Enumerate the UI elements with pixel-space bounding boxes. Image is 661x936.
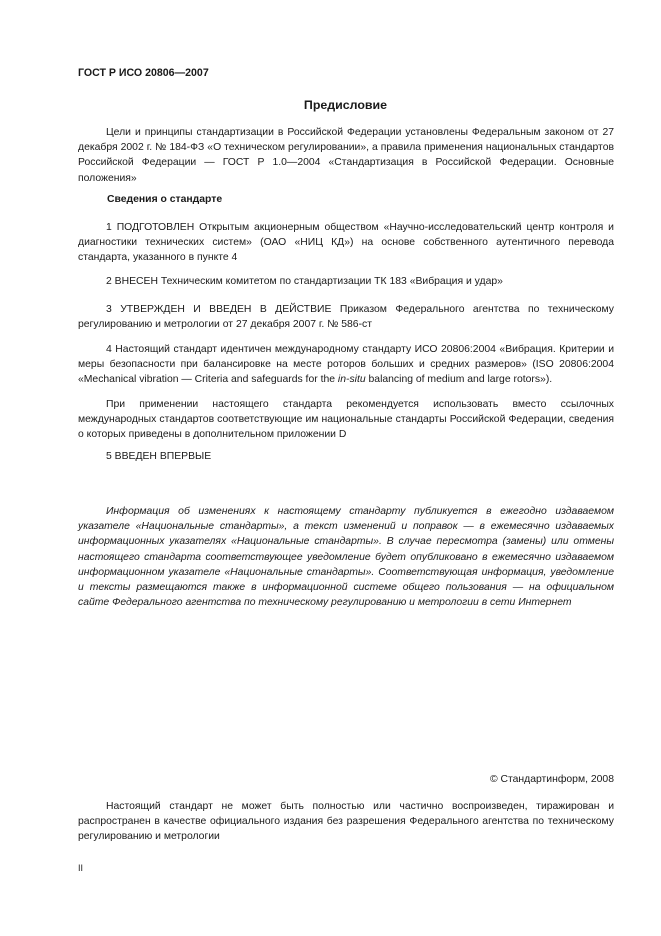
item-5-paragraph: 5 ВВЕДЕН ВПЕРВЫЕ xyxy=(106,451,212,462)
item-4-text-b: balancing of medium and large rotors»). xyxy=(365,374,553,386)
item-4-note-paragraph: При применении настоящего стандарта рекомендуется использовать вместо ссылочных международных стандартов соответствующие им национальные стандарты Российской Федерации, сведения о которых приведены в дополнительном приложении D xyxy=(78,399,614,441)
section-heading: Сведения о стандарте xyxy=(107,194,223,205)
item-4-text-a: 4 Настоящий стандарт идентичен международному стандарту ИСО 20806:2004 «Вибрация. Критерии и меры безопасности при балансировке на месте роторов больших и средних размеров» (ISO 20806:2004 «Mechanical vibration — Criteria and safeguards for the xyxy=(78,344,614,386)
page-number: II xyxy=(78,863,84,873)
info-notice-paragraph: Информация об изменениях к настоящему стандарту публикуется в ежегодно издаваемом указателе «Национальные стандарты», а текст изменений и поправок — в ежемесячно издаваемых информационных указателях «Национальные стандарты». В случае пересмотра (замены) или отмены настоящего стандарта соответствующее уведомление будет опубликовано в ежемесячно издаваемом информационном указателе «Национальные стандарты». Соответствующая информация, уведомление и тексты размещаются также в информационной системе общего пользования — на официальном сайте Федерального агентства по техническому регулированию и метрологии в сети Интернет xyxy=(78,506,614,609)
document-header: ГОСТ Р ИСО 20806—2007 xyxy=(78,67,209,79)
item-2-paragraph: 2 ВНЕСЕН Техническим комитетом по стандартизации ТК 183 «Вибрация и удар» xyxy=(106,276,503,287)
intro-paragraph: Цели и принципы стандартизации в Российской Федерации установлены Федеральным законом от 27 декабря 2002 г. № 184-ФЗ «О техническом регулировании», а правила применения национальных стандартов Российской Федерации — ГОСТ Р 1.0—2004 «Стандартизация в Российской Федерации. Основные положения» xyxy=(78,127,614,184)
copyright-line: © Стандартинформ, 2008 xyxy=(489,774,614,785)
item-1-paragraph: 1 ПОДГОТОВЛЕН Открытым акционерным обществом «Научно-исследовательский центр контроля и диагностики технических систем» (ОАО «НИЦ КД») на основе собственного аутентичного перевода стандарта, указанного в пункте 4 xyxy=(78,222,614,264)
item-3-paragraph: 3 УТВЕРЖДЕН И ВВЕДЕН В ДЕЙСТВИЕ Приказом Федерального агентства по техническому регулированию и метрологии от 27 декабря 2007 г. № 586-ст xyxy=(78,304,614,331)
page-title: Предисловие xyxy=(303,98,388,112)
item-4-paragraph xyxy=(78,342,614,388)
reproduction-notice-paragraph: Настоящий стандарт не может быть полностью или частично воспроизведен, тиражирован и распространен в качестве официального издания без разрешения Федерального агентства по техническому регулированию и метрологии xyxy=(78,801,614,843)
item-4-italic-term: in-situ xyxy=(337,374,366,386)
